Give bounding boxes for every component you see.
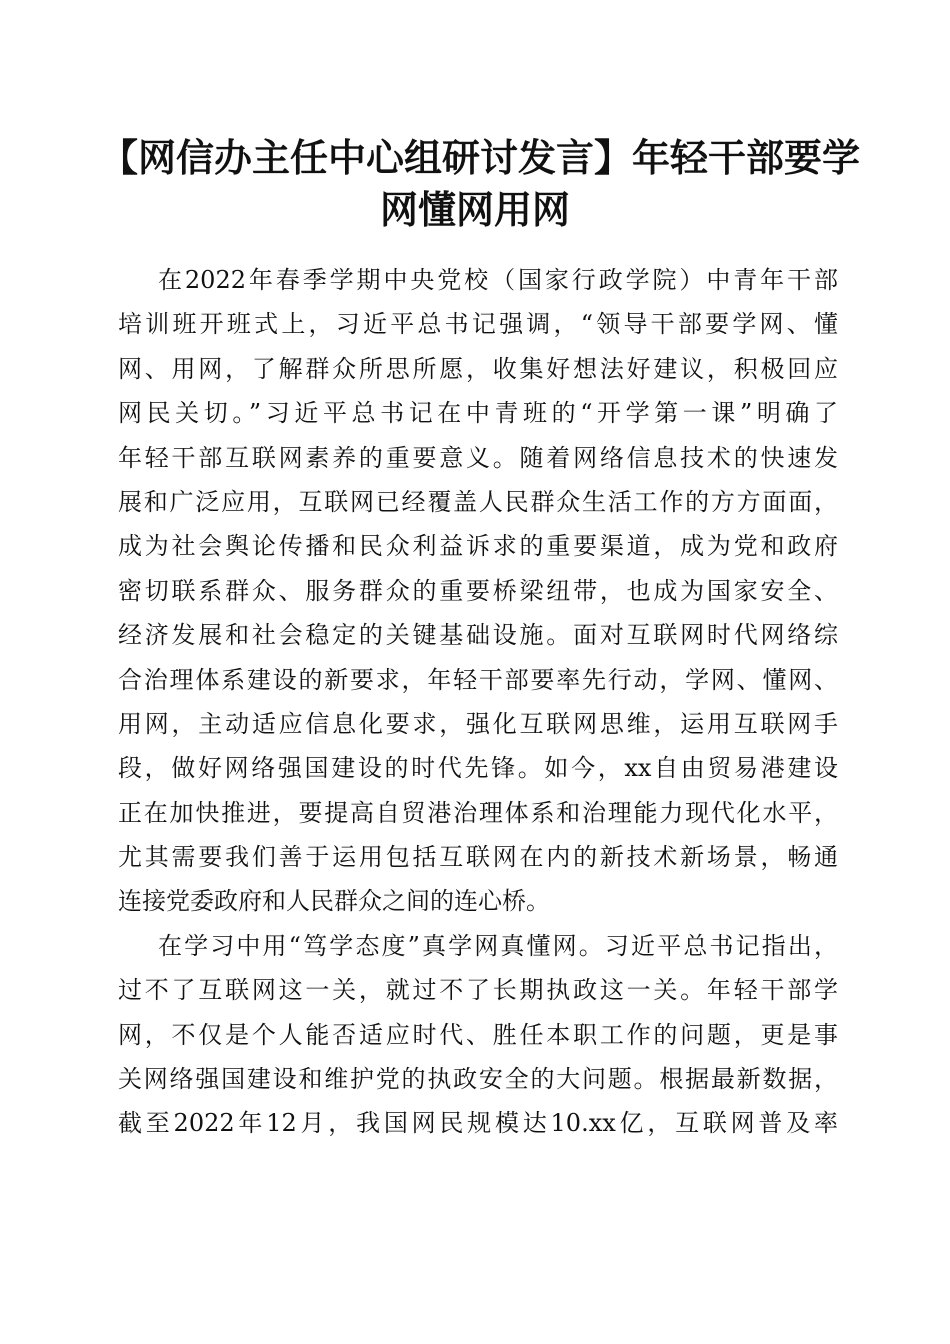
text-line: 年轻干部互联网素养的重要意义。随着网络信息技术的快速发 <box>118 443 838 472</box>
text-line: 尤其需要我们善于运用包括互联网在内的新技术新场景，畅通 <box>118 843 838 872</box>
title-line-2: 网懂网用网 <box>379 187 570 232</box>
text-line: 培训班开班式上，习近平总书记强调，“领导干部要学网、懂 <box>118 310 838 339</box>
text-line: 段，做好网络强国建设的时代先锋。如今，xx自由贸易港建设 <box>118 754 838 783</box>
paragraph-1 <box>118 258 838 924</box>
document-title <box>100 132 861 236</box>
text-line: 网，不仅是个人能否适应时代、胜任本职工作的问题，更是事 <box>118 1020 838 1049</box>
title-line-1: 【网信办主任中心组研讨发言】年轻干部要学 <box>100 135 861 180</box>
paragraph-2 <box>118 924 838 1146</box>
document-body <box>118 258 838 1146</box>
text-line: 过不了互联网这一关，就过不了长期执政这一关。年轻干部学 <box>118 976 838 1005</box>
text-line: 密切联系群众、服务群众的重要桥梁纽带，也成为国家安全、 <box>118 576 838 605</box>
text-line: 经济发展和社会稳定的关键基础设施。面对互联网时代网络综 <box>118 621 838 650</box>
text-line: 展和广泛应用，互联网已经覆盖人民群众生活工作的方方面面， <box>118 487 838 516</box>
text-line: 用网，主动适应信息化要求，强化互联网思维，运用互联网手 <box>118 709 838 738</box>
text-line: 截至2022年12月，我国网民规模达10.xx亿，互联网普及率 <box>118 1109 838 1138</box>
text-line: 合治理体系建设的新要求，年轻干部要率先行动，学网、懂网、 <box>118 665 838 694</box>
text-line: 网民关切。”习近平总书记在中青班的“开学第一课”明确了 <box>118 399 838 428</box>
text-line: 正在加快推进，要提高自贸港治理体系和治理能力现代化水平， <box>118 798 838 827</box>
text-line: 成为社会舆论传播和民众利益诉求的重要渠道，成为党和政府 <box>118 532 838 561</box>
text-line: 连接党委政府和人民群众之间的连心桥。 <box>118 887 550 916</box>
text-line: 关网络强国建设和维护党的执政安全的大问题。根据最新数据， <box>118 1065 838 1094</box>
text-line: 在2022年春季学期中央党校（国家行政学院）中青年干部 <box>158 266 838 294</box>
text-line: 在学习中用“笃学态度”真学网真懂网。习近平总书记指出， <box>158 931 838 960</box>
text-line: 网、用网，了解群众所思所愿，收集好想法好建议，积极回应 <box>118 354 838 383</box>
